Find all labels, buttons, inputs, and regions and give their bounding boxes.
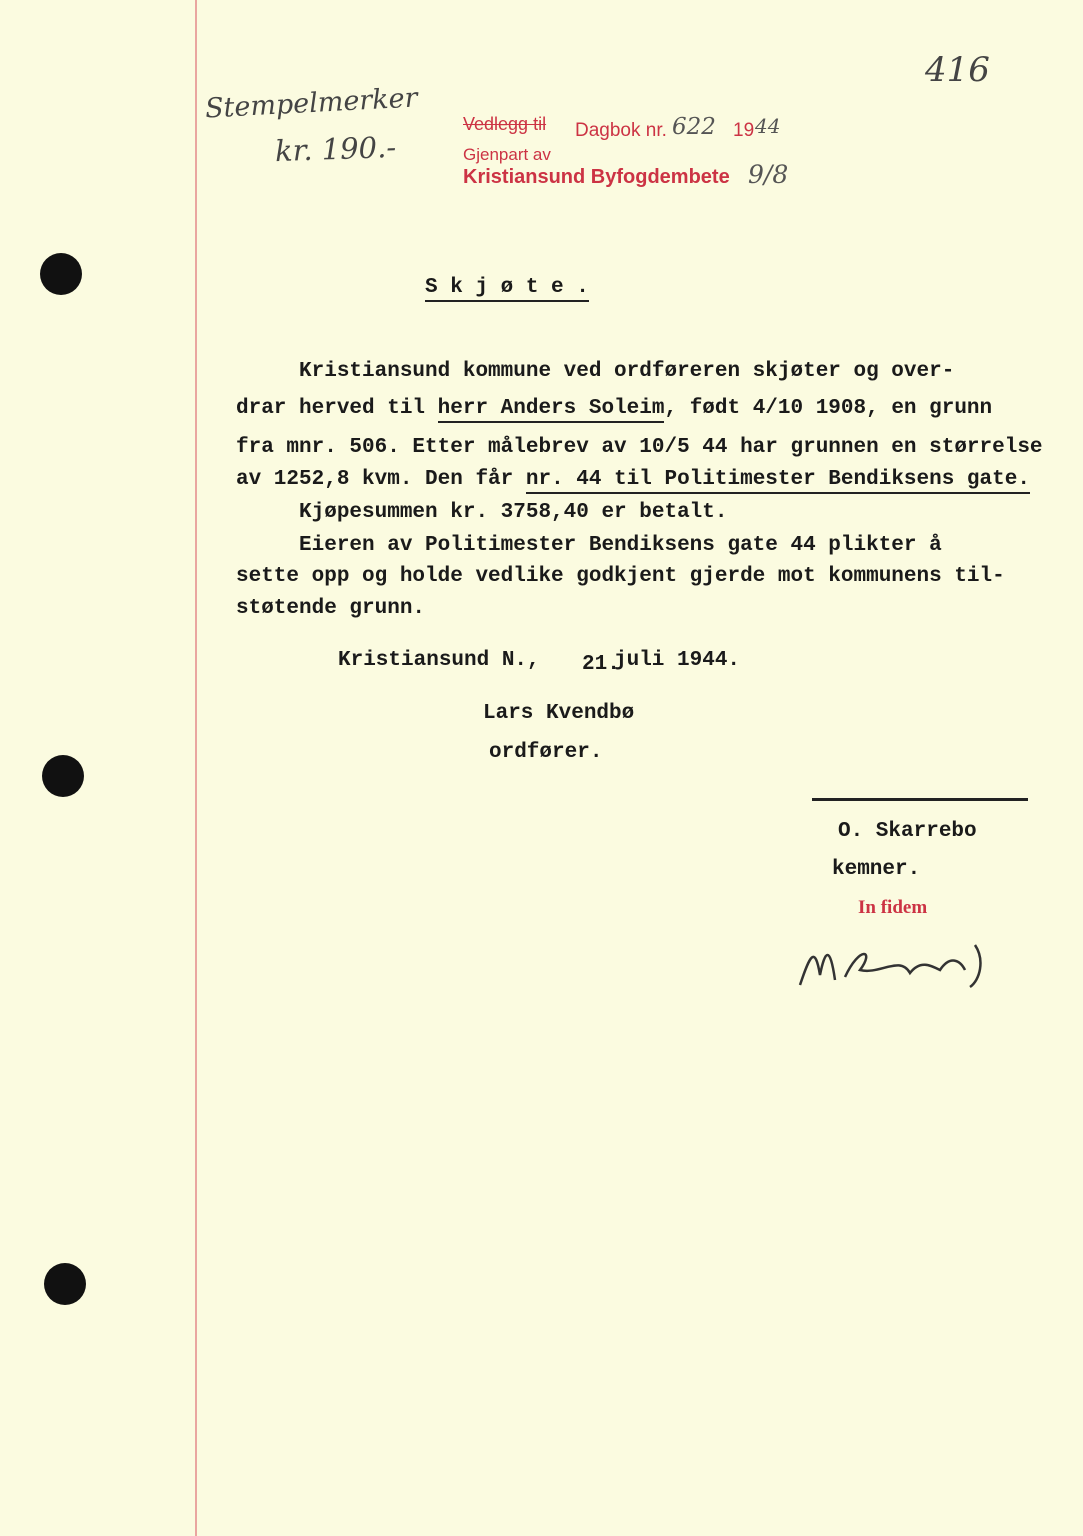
page-number: 416: [925, 50, 990, 90]
signature-line: [812, 798, 1028, 801]
cosigner-name: O. Skarrebo: [838, 820, 977, 843]
stamp-date-note: 9/8: [748, 160, 789, 189]
body-line-3: fra mnr. 506. Etter målebrev av 10/5 44 har grunnen en størrelse: [236, 436, 1043, 459]
buyer-name: herr Anders Soleim: [438, 397, 665, 423]
cosigner-title: kemner.: [832, 858, 921, 881]
body-line-1: Kristiansund kommune ved ordføreren skjøter og over-: [236, 360, 955, 383]
signer-name: Lars Kvendbø: [483, 702, 635, 725]
body-line-2-start: drar herved til: [236, 397, 438, 420]
punch-hole-middle: [42, 755, 84, 797]
stamp-year: 19: [733, 120, 755, 141]
property-address: nr. 44 til Politimester Bendiksens gate.: [526, 468, 1030, 494]
punch-hole-bottom: [44, 1263, 86, 1305]
punch-hole-top: [40, 253, 82, 295]
margin-line: [195, 0, 197, 1536]
stamp-tax-line2: kr. 190.-: [274, 129, 397, 169]
body-line-2-tail: , født 4/10 1908, en grunn: [664, 397, 993, 420]
stamp-register-label: Dagbok nr.: [575, 120, 667, 141]
stamp-struck-label: Vedlegg til: [463, 114, 547, 134]
date-day: 21.: [582, 653, 620, 676]
stamp-copy-label: Gjenpart av: [463, 145, 551, 164]
body-line-8: støtende grunn.: [236, 597, 426, 620]
document-title: S k j ø t e .: [425, 276, 589, 302]
body-line-7: sette opp og holde vedlike godkjent gjerde mot kommunens til-: [236, 565, 1005, 588]
handwritten-signature: [790, 935, 1000, 995]
body-line-4-start: av 1252,8 kvm. Den får: [236, 468, 526, 491]
in-fidem-stamp: In fidem: [858, 897, 928, 918]
stamp-register-number: 622: [672, 114, 716, 140]
body-line-6: Eieren av Politimester Bendiksens gate 44 plikter å: [236, 534, 942, 557]
body-line-4: [236, 468, 1030, 491]
signer-title: ordfører.: [489, 741, 603, 764]
body-line-2: [236, 397, 992, 420]
stamp-year-suffix: 44: [755, 114, 781, 138]
stamp-office-name: Kristiansund Byfogdembete: [463, 166, 730, 188]
date-rest: juli 1944.: [614, 649, 741, 672]
body-line-5: Kjøpesummen kr. 3758,40 er betalt.: [236, 501, 728, 524]
stamp-tax-line1: Stempelmerker: [204, 82, 419, 125]
place: Kristiansund N.,: [338, 649, 540, 672]
